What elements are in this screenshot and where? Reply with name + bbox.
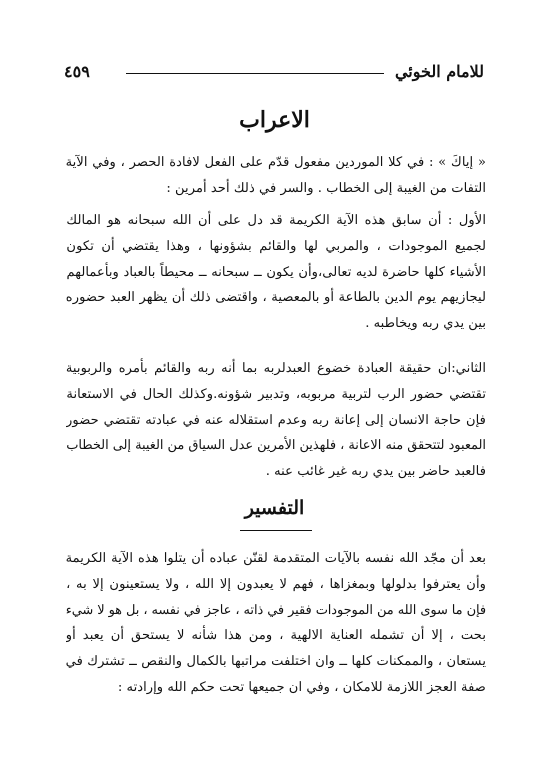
section-title-underline: [240, 530, 312, 531]
text-line: فإن حاجة الانسان إلى إعانة ربه وعدم استقلاله عنه في عبادته تقتضي حضور: [66, 412, 486, 428]
text-line: تقتضي حضور الرب لتربية مربوبه، وتدبير شؤونه.وكذلك الحال في الاستعانة: [66, 386, 486, 402]
text-line: ليجازيهم يوم الدين بالطاعة أو بالمعصية ، واقتضى ذلك أن يظهر العبد حضوره: [66, 290, 486, 306]
text-line: وأن يعترفوا بدلولها وبمغزاها ، فهم لا يعبدون إلا الله ، ولا يستعينون إلا به ،: [66, 576, 486, 592]
text-line: فالعبد حاضر بين يدي ربه غير غائب عنه .: [265, 464, 486, 480]
text-line: بعد أن مجّد الله نفسه بالآيات المتقدمة لقنّن عباده أن يتلوا هذه الآية الكريمة: [66, 551, 486, 566]
text-line: الأول : أن سابق هذه الآية الكريمة قد دل على أن الله سبحانه هو المالك: [66, 213, 486, 228]
section-title-irab: الاعراب: [239, 107, 310, 133]
paragraph-tafsir: [66, 546, 486, 701]
page-header: [64, 58, 484, 86]
header-rule: [126, 73, 384, 74]
paragraph-first-reason: [66, 208, 486, 337]
section-title-tafsir: التفسير: [244, 497, 305, 519]
text-line: بحت ، إلا أن تشمله العناية الالهية ، ومن هذا شأنه لا يستحق أن يعبد أو: [66, 628, 486, 644]
text-line: الأشياء كلها حاضرة لديه تعالى،وأن يكون ــ سبحانه ــ محيطاً بالعباد وبأعمالهم: [66, 264, 486, 280]
paragraph-second-reason: [66, 356, 486, 485]
text-line: لجميع الموجودات ، والمربي لها والقائم بشؤونها ، وهذا يقتضي أن تكون: [66, 238, 486, 254]
running-title: للامام الخوئي: [394, 62, 484, 81]
text-line: « إياكَ » : في كلا الموردين مفعول قدّم على الفعل لافادة الحصر ، وفي الآية: [66, 155, 486, 170]
text-line: الثاني:ان حقيقة العبادة خضوع العبدلربه بما أنه ربه والقائم بأمره والربوبية: [66, 361, 486, 376]
text-line: بين يدي ربه ويخاطبه .: [365, 316, 486, 332]
paragraph-irab-intro: [66, 150, 486, 202]
text-line: فإن ما سوى الله من الموجودات فقير في ذاته ، عاجز في نفسه ، بل هو لا شيء: [66, 602, 486, 618]
text-line: التفات من الغيبة إلى الخطاب . والسر في ذلك أحد أمرين :: [166, 180, 486, 196]
text-line: يستعان ، والممكنات كلها ــ وان اختلفت مراتبها بالكمال والنقص ــ تشترك في: [66, 654, 486, 670]
page-number: ٤٥٩: [64, 62, 90, 81]
text-line: المعبود لتتحقق منه الاعانة ، فلهذين الأمرين عدل السياق من الغيبة إلى الخطاب: [66, 438, 486, 454]
text-line: صفة العجز اللازمة للامكان ، وفي ان جميعها تحت حكم الله وإرادته :: [117, 679, 486, 695]
